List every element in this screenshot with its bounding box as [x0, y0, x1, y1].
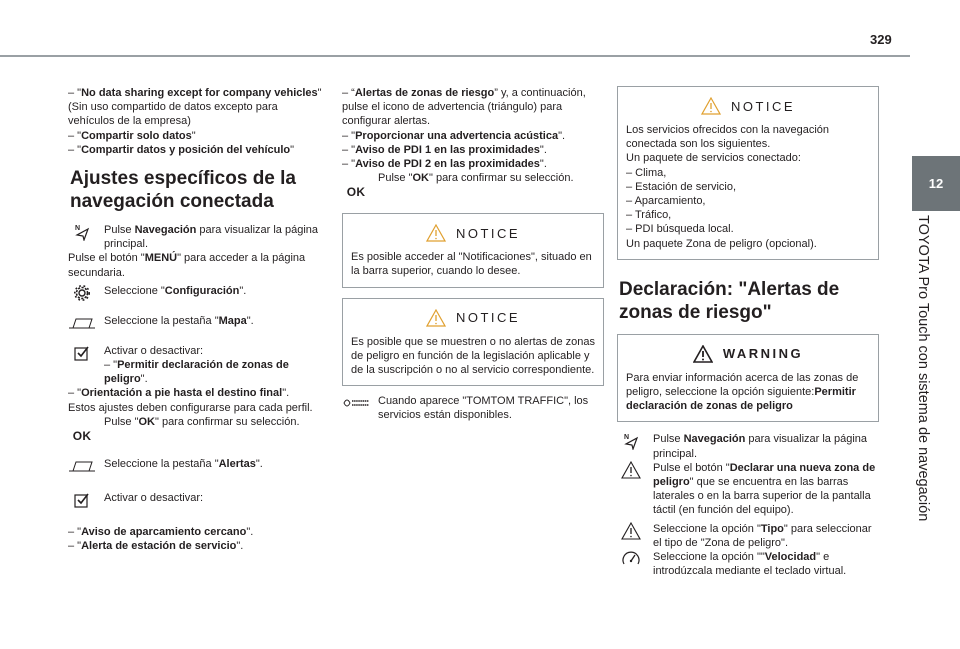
instruction: Estos ajustes deben configurarse para cada perfil.	[68, 401, 313, 414]
option-item: – “Alertas de zonas de riesgo” y, a continuación, pulse el icono de advertencia (triángulo) para configurar alertas.	[342, 87, 586, 128]
chapter-tab: 12	[912, 156, 960, 211]
notice-box	[342, 213, 604, 287]
notice-title: NOTICE	[730, 98, 796, 114]
warning-text: Para enviar información acerca de las zonas de peligro, seleccione la opción siguiente:Permitir declaración de zonas de peligro	[626, 371, 859, 413]
checkbox-icon	[68, 491, 96, 509]
option-item: – "No data sharing except for company vehicles" (Sin uso compartido de datos excepto para vehículos de la empresa)	[68, 87, 322, 128]
step-activate: Activar o desactivar: – "Permitir declaración de zonas de peligro".	[68, 344, 326, 387]
list-item: – Aparcamiento,	[626, 195, 706, 208]
column-1	[68, 86, 326, 553]
step-alerts-tab: Seleccione la pestaña "Alertas".	[68, 457, 326, 475]
navigation-icon	[617, 432, 645, 450]
svg-text:N: N	[624, 434, 630, 442]
instruction: Pulse el botón "MENÚ" para acceder a la página secundaria.	[68, 252, 306, 279]
option-item: – "Aviso de aparcamiento cercano".	[68, 525, 254, 538]
tab-icon	[68, 457, 96, 475]
ok-icon: OK	[346, 185, 366, 200]
ok-icon: OK	[72, 428, 92, 443]
list-item: – Estación de servicio,	[626, 180, 737, 193]
notice-text: Es posible que se muestren o no alertas de zonas de peligro en función de la legislación aplicable y de la suscripción o no al servicio correspondiente.	[351, 335, 595, 377]
list-item: – PDI búsqueda local.	[626, 223, 734, 236]
warning-icon	[693, 345, 713, 363]
option-item: – "Compartir datos y posición del vehículo"	[68, 143, 295, 156]
notice-text: Un paquete Zona de peligro (opcional).	[626, 237, 817, 250]
checkbox-icon	[68, 344, 96, 362]
notice-box	[617, 86, 879, 260]
notice-icon	[426, 224, 446, 242]
step-navigation: N Pulse Navegación para visualizar la página principal.	[68, 223, 326, 251]
notice-icon	[426, 309, 446, 327]
notice-box	[342, 298, 604, 387]
step-map-tab: Seleccione la pestaña "Mapa".	[68, 314, 326, 332]
page-number: 329	[870, 32, 892, 47]
notice-text: Los servicios ofrecidos con la navegación conectada son los siguientes.	[626, 124, 830, 151]
tomtom-traffic-icon	[342, 394, 370, 412]
tab-icon	[68, 314, 96, 332]
svg-text:N: N	[75, 225, 81, 233]
section-heading: Declaración: "Alertas de zonas de riesgo"	[619, 278, 840, 323]
gear-icon	[68, 284, 96, 302]
warning-box	[617, 334, 879, 423]
danger-zone-icon	[617, 522, 645, 540]
list-item: – Tráfico,	[626, 209, 672, 222]
list-item: – Clima,	[626, 166, 667, 179]
side-section-title: TOYOTA Pro Touch con sistema de navegación	[915, 215, 931, 522]
option-item: – "Proporcionar una advertencia acústica".	[342, 129, 566, 142]
notice-title: NOTICE	[455, 310, 521, 326]
warning-title: WARNING	[722, 346, 804, 362]
notice-title: NOTICE	[455, 225, 521, 241]
navigation-icon	[68, 223, 96, 241]
column-2	[342, 86, 604, 423]
option-item: – "Orientación a pie hasta el destino final".	[68, 387, 290, 400]
option-item: – "Aviso de PDI 2 en las proximidades".	[342, 158, 547, 171]
step-confirm: OK Pulse "OK" para confirmar su selección.	[68, 415, 326, 443]
step-type: Seleccione la opción "Tipo" para seleccionar el tipo de "Zona de peligro".	[617, 522, 879, 550]
step-declare: Pulse el botón "Declarar una nueva zona de peligro" que se encuentra en las barras laterales o en la barra superior de la pantalla táctil (en función del equipo).	[617, 461, 879, 518]
notice-icon	[701, 97, 721, 115]
notice-text: Un paquete de servicios conectado:	[626, 152, 801, 165]
step-activate-2: Activar o desactivar:	[68, 491, 326, 509]
option-item: – "Aviso de PDI 1 en las proximidades".	[342, 143, 547, 156]
column-3	[617, 86, 879, 578]
header-rule	[0, 55, 910, 57]
option-item: – "Compartir solo datos"	[68, 129, 196, 142]
option-item: – "Alerta de estación de servicio".	[68, 540, 244, 553]
step-confirm: OK Pulse "OK" para confirmar su selección.	[342, 171, 604, 199]
tomtom-info: Cuando aparece "TOMTOM TRAFFIC", los servicios están disponibles.	[342, 394, 604, 422]
step-speed: Seleccione la opción ""Velocidad" e introdúzcala mediante el teclado virtual.	[617, 550, 879, 578]
step-settings: Seleccione "Configuración".	[68, 284, 326, 302]
section-heading: Ajustes específicos de la navegación conectada	[70, 168, 296, 213]
speedometer-icon	[617, 550, 645, 568]
danger-zone-icon	[617, 461, 645, 479]
notice-text: Es posible acceder al "Notificaciones", situado en la barra superior, cuando lo desee.	[351, 251, 592, 278]
step-navigation: N Pulse Navegación para visualizar la página principal.	[617, 432, 879, 460]
